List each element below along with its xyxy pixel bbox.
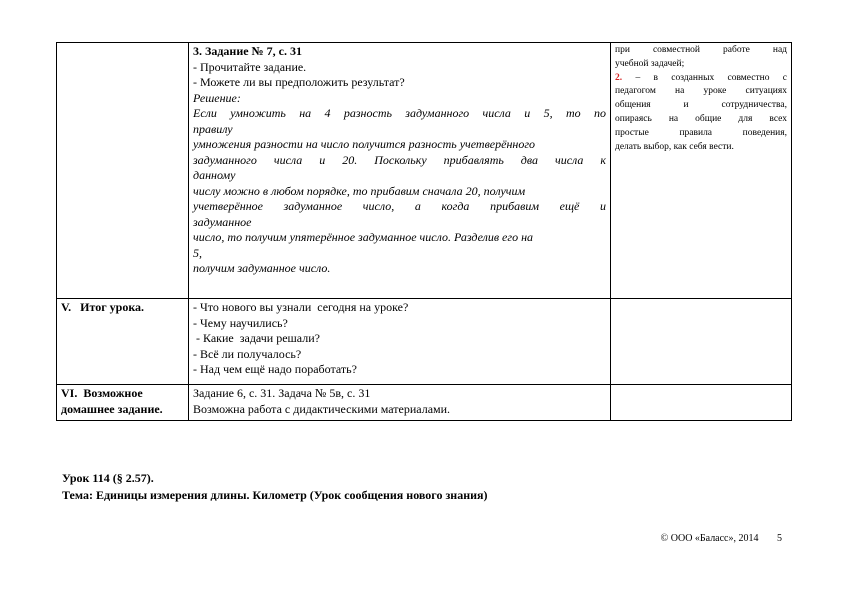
next-lesson-info bbox=[62, 470, 488, 504]
page-number: 5 bbox=[777, 533, 782, 544]
solution-line: задуманное bbox=[193, 214, 252, 229]
solution-line: Если умножить на 4 разность задуманного числа и 5, то по bbox=[193, 106, 606, 120]
stage-homework: VI. Возможное домашнее задание. bbox=[57, 385, 189, 421]
question-line: - Чему научились? bbox=[193, 315, 288, 330]
solution-line: умножения разности на число получится разность учетверённого bbox=[193, 137, 536, 151]
homework-line: Задание 6, с. 31. Задача № 5в, с. 31 bbox=[193, 386, 371, 400]
solution-line: задуманного числа и 20. Поскольку прибавлять два числа к bbox=[193, 152, 606, 167]
task-cell bbox=[189, 43, 611, 299]
note-line: общения и сотрудничества, bbox=[615, 100, 787, 111]
task-line: - Прочитайте задание. bbox=[193, 59, 307, 74]
question-line: - Над чем ещё надо поработать? bbox=[193, 362, 357, 376]
summary-cell bbox=[189, 299, 611, 385]
notes-cell bbox=[611, 299, 792, 385]
notes-cell bbox=[611, 385, 792, 421]
solution-label: Решение: bbox=[193, 90, 241, 105]
page-footer bbox=[661, 533, 782, 544]
task-title: 3. Задание № 7, с. 31 bbox=[193, 44, 302, 58]
solution-line: учетверённое задуманное число, а когда прибавим ещё и bbox=[193, 199, 606, 213]
lesson-table bbox=[56, 42, 792, 421]
question-line: - Какие задачи решали? bbox=[193, 331, 320, 345]
stage-cell bbox=[57, 43, 189, 299]
solution-line: число, то получим упятерённое задуманное число. Разделив его на bbox=[193, 230, 534, 244]
copyright: © ООО «Баласс», 2014 bbox=[660, 533, 759, 544]
note-line: педагогом на уроке ситуациях bbox=[615, 86, 787, 97]
homework-cell bbox=[189, 385, 611, 421]
solution-line: числу можно в любом порядке, то прибавим сначала 20, получим bbox=[193, 183, 526, 198]
question-line: - Что нового вы узнали сегодня на уроке? bbox=[193, 300, 409, 314]
note-line: при совместной работе над bbox=[615, 45, 787, 55]
question-line: - Всё ли получалось? bbox=[193, 346, 302, 361]
note-line: делать выбор, как себя вести. bbox=[615, 141, 734, 152]
task-line: - Можете ли вы предположить результат? bbox=[193, 75, 405, 89]
homework-line: Возможна работа с дидактическими материалами. bbox=[193, 401, 451, 416]
note-line: опираясь на общие для всех bbox=[615, 113, 787, 124]
note-line: простые правила поведения, bbox=[615, 127, 787, 138]
stage-summary: V. Итог урока. bbox=[57, 299, 189, 385]
solution-line: данному bbox=[193, 168, 236, 182]
solution-line: 5, bbox=[193, 245, 202, 260]
lesson-number: Урок 114 (§ 2.57). bbox=[62, 471, 154, 485]
solution-line: правилу bbox=[193, 121, 233, 136]
solution-line: получим задуманное число. bbox=[193, 261, 331, 275]
note-line: учебной задачей; bbox=[615, 58, 685, 69]
table-row bbox=[57, 43, 792, 299]
note-marker: 2. bbox=[615, 72, 623, 83]
note-line: 2. – в созданных совместно с bbox=[615, 72, 787, 83]
table-row bbox=[57, 299, 792, 385]
notes-cell bbox=[611, 43, 792, 299]
lesson-topic: Тема: Единицы измерения длины. Километр (Урок сообщения нового знания) bbox=[62, 488, 488, 502]
table-row bbox=[57, 385, 792, 421]
